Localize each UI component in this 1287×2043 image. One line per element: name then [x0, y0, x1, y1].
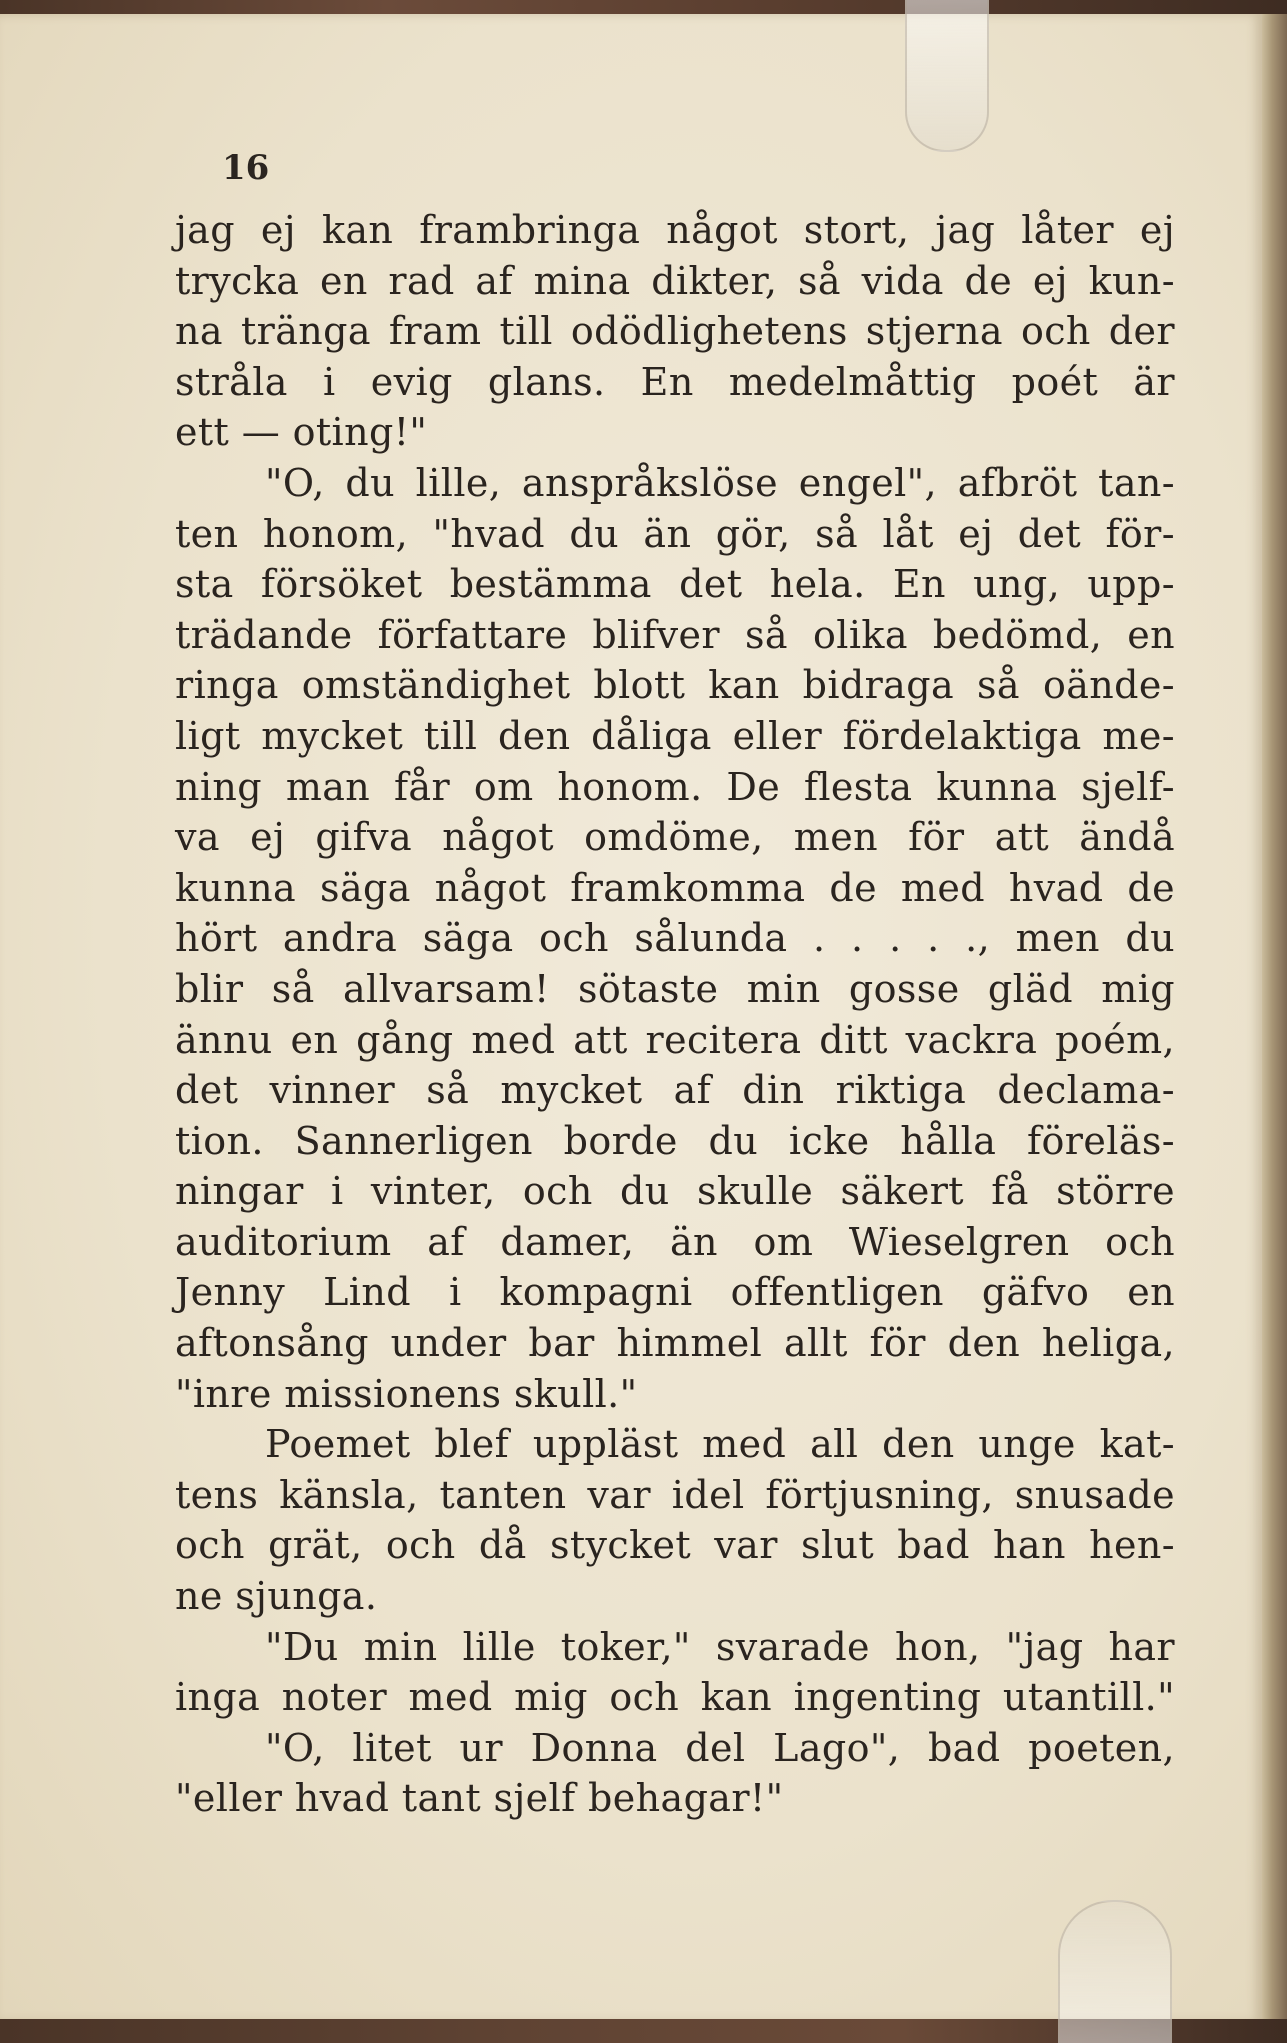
text-line: hört andra säga och sålunda . . . . ., men du	[175, 916, 1175, 961]
text-line: Poemet blef uppläst med all den unge kat-	[265, 1422, 1175, 1467]
body-text	[175, 205, 1175, 1824]
text-line: "inre missionens skull."	[175, 1371, 638, 1416]
text-line: Jenny Lind i kompagni offentligen gäfvo en	[175, 1270, 1175, 1315]
page-clip-top	[905, 0, 989, 152]
text-line: inga noter med mig och kan ingenting utantill."	[175, 1675, 1175, 1720]
text-line: ett — oting!"	[175, 410, 428, 455]
text-line: ne sjunga.	[175, 1574, 378, 1619]
text-line: ningar i vinter, och du skulle säkert få större	[175, 1169, 1175, 1214]
text-line: "Du min lille toker," svarade hon, "jag har	[265, 1624, 1175, 1669]
text-line: tens känsla, tanten var idel förtjusning, snusade	[175, 1472, 1175, 1517]
text-line: ännu en gång med att recitera ditt vackra poém,	[175, 1017, 1175, 1062]
text-line: kunna säga något framkomma de med hvad de	[175, 865, 1175, 910]
page-edge-shadow	[1262, 14, 1287, 2022]
page-clip-bottom	[1058, 1900, 1172, 2043]
text-line: auditorium af damer, än om Wieselgren och	[175, 1219, 1175, 1264]
text-line: stråla i evig glans. En medelmåttig poét är	[175, 359, 1175, 404]
text-line: ligt mycket till den dåliga eller fördelaktiga me-	[175, 713, 1175, 758]
text-line: jag ej kan frambringa något stort, jag låter ej	[175, 208, 1175, 252]
text-line: sta försöket bestämma det hela. En ung, upp-	[175, 562, 1175, 607]
text-line: ning man får om honom. De flesta kunna sjelf-	[175, 764, 1175, 809]
page-number: 16	[222, 148, 270, 188]
text-line: tion. Sannerligen borde du icke hålla föreläs-	[175, 1118, 1175, 1163]
text-line: va ej gifva något omdöme, men för att ändå	[175, 815, 1175, 860]
text-line: "O, litet ur Donna del Lago", bad poeten,	[265, 1725, 1175, 1770]
text-line: blir så allvarsam! sötaste min gosse gläd mig	[175, 966, 1175, 1011]
text-line: na tränga fram till odödlighetens stjerna och der	[175, 309, 1175, 354]
text-line: aftonsång under bar himmel allt för den heliga,	[175, 1321, 1175, 1366]
text-line: "O, du lille, anspråkslöse engel", afbröt tan-	[265, 460, 1175, 505]
text-line: ringa omständighet blott kan bidraga så oände-	[175, 663, 1175, 708]
text-line: trädande författare blifver så olika bedömd, en	[175, 612, 1175, 657]
text-line: trycka en rad af mina dikter, så vida de ej kun-	[175, 258, 1175, 303]
text-line: och grät, och då stycket var slut bad han hen-	[175, 1523, 1175, 1568]
text-line: ten honom, "hvad du än gör, så låt ej det för-	[175, 511, 1175, 556]
text-line: det vinner så mycket af din riktiga declama-	[175, 1068, 1175, 1113]
text-line: "eller hvad tant sjelf behagar!"	[175, 1776, 784, 1821]
